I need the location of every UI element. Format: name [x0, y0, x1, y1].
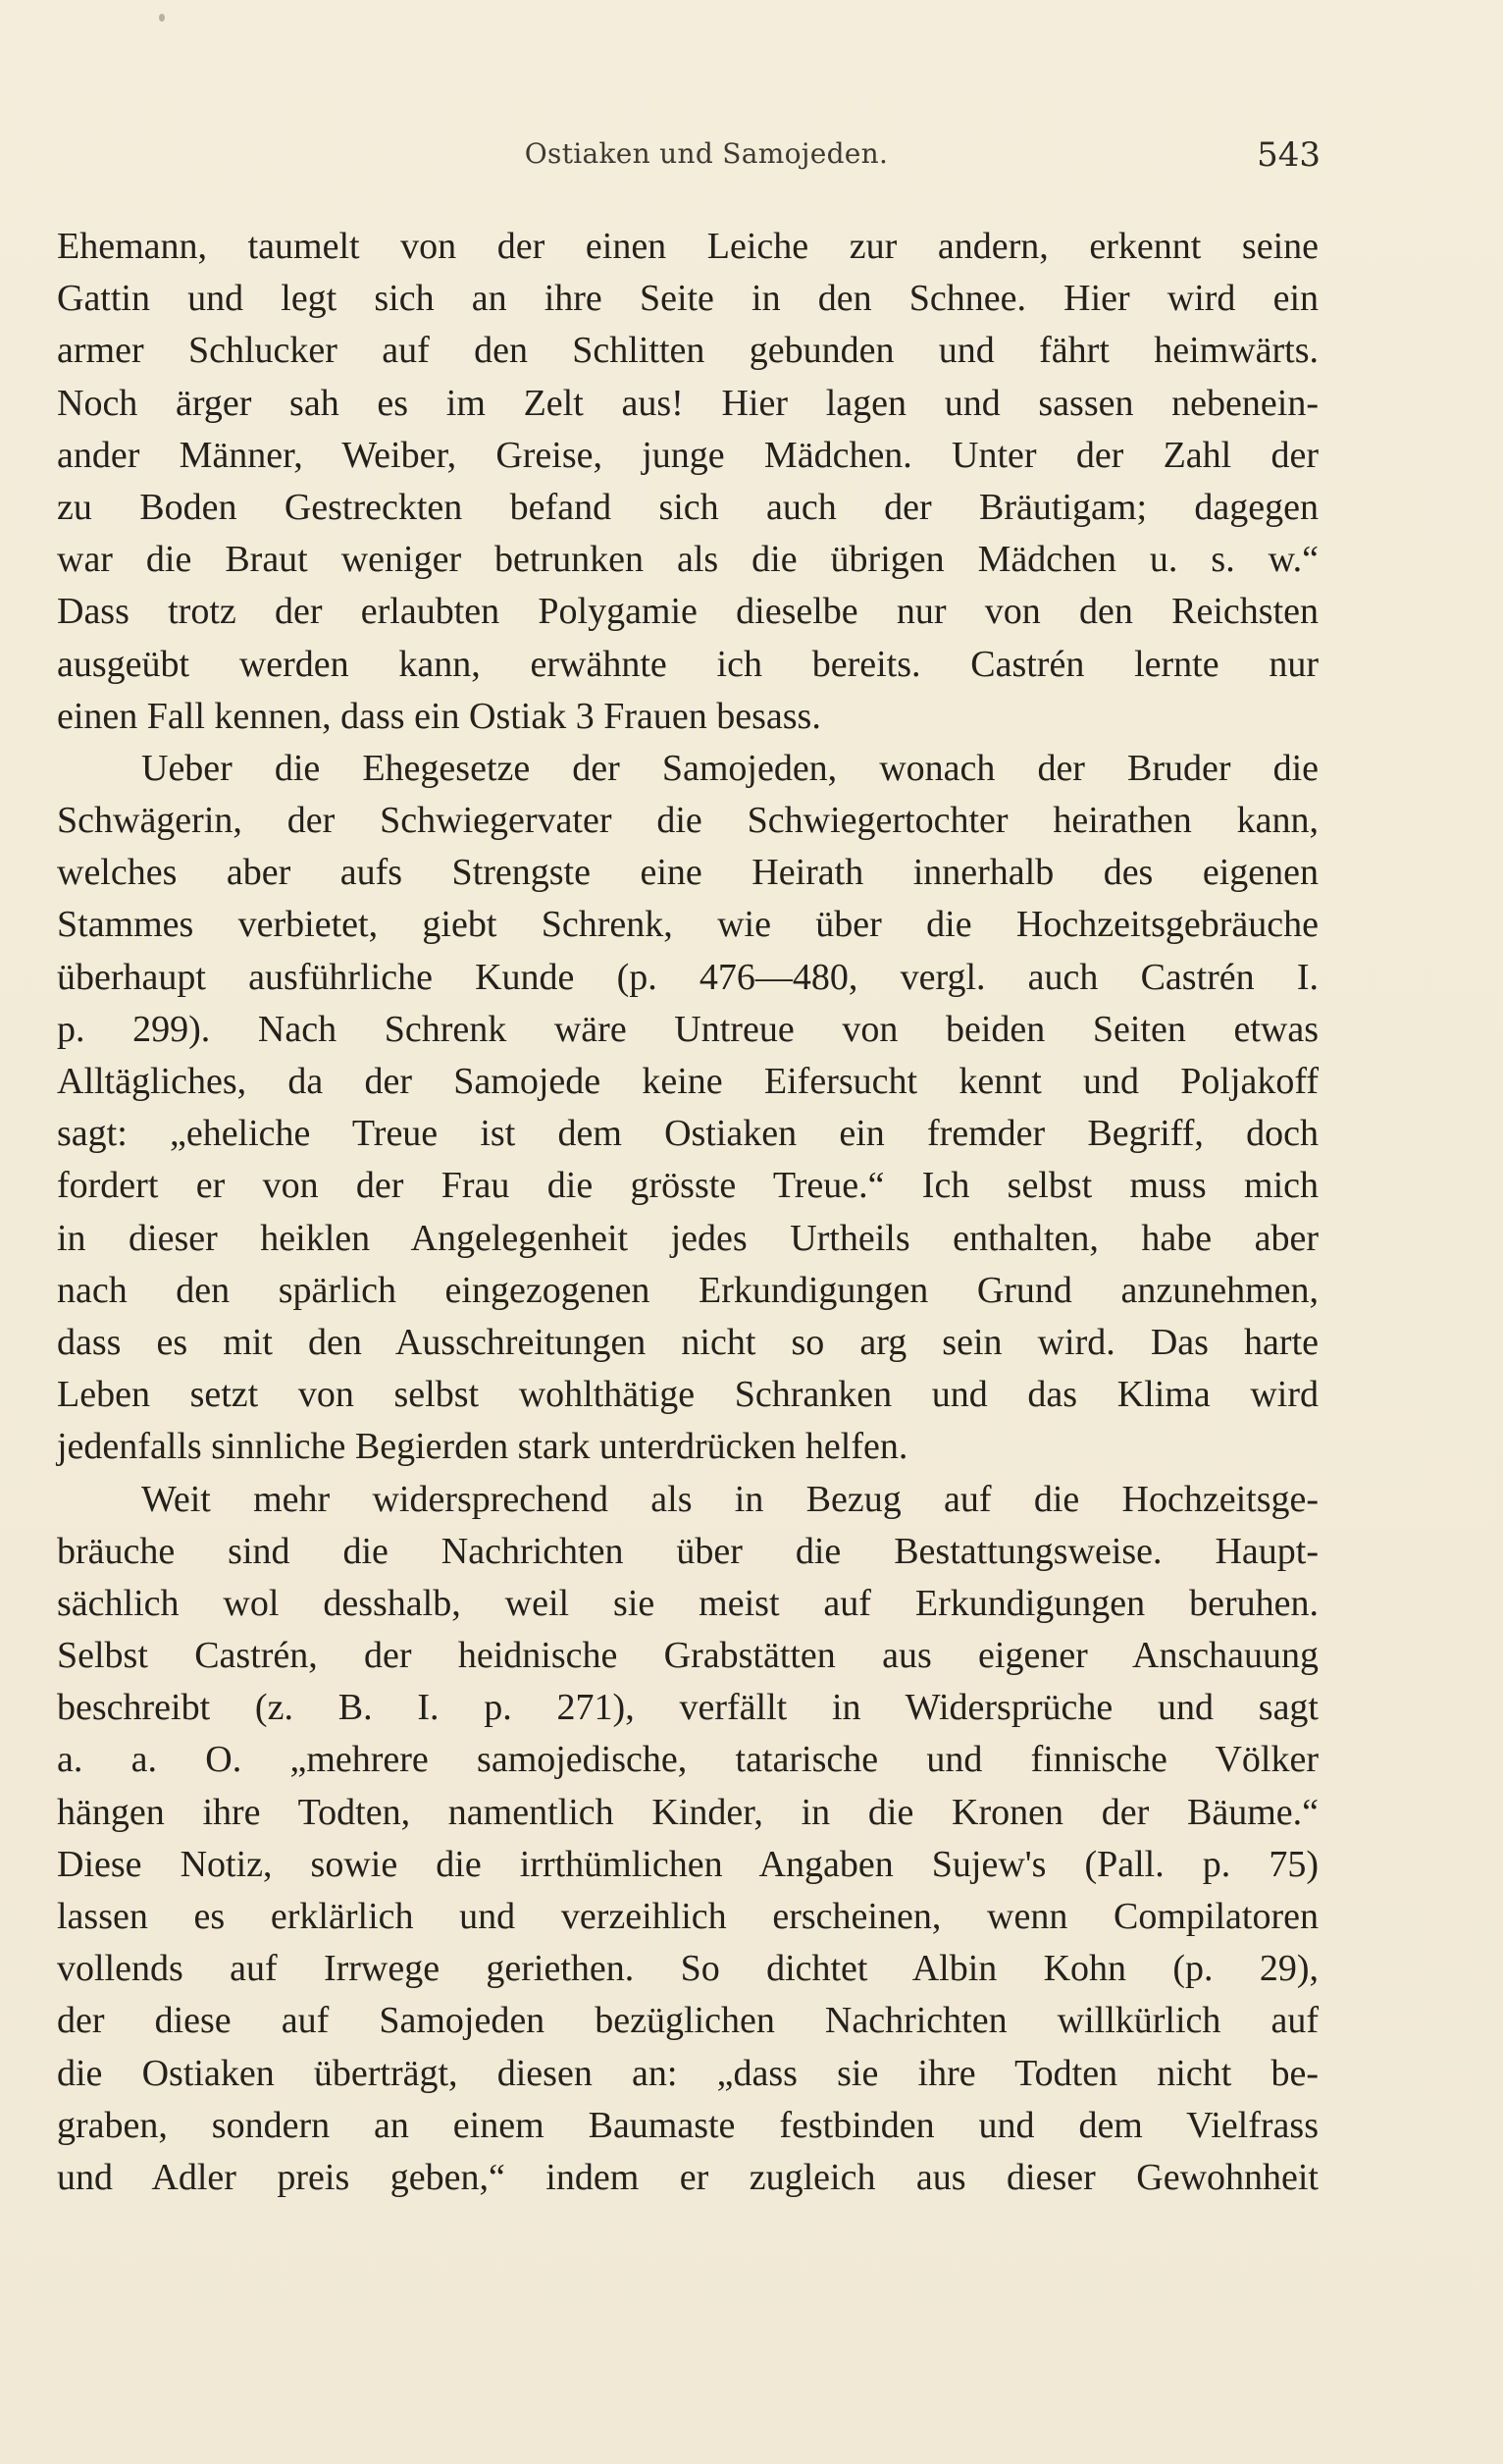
text-line: in dieser heiklen Angelegenheit jedes Urtheils enthalten, habe aber — [57, 1217, 1319, 1259]
paper-speck — [159, 14, 165, 22]
text-line: fordert er von der Frau die grösste Treue.“ Ich selbst muss mich — [57, 1165, 1319, 1207]
text-line: Schwägerin, der Schwiegervater die Schwiegertochter heirathen kann, — [57, 800, 1319, 842]
text-line: ausgeübt werden kann, erwähnte ich bereits. Castrén lernte nur — [57, 643, 1319, 685]
text-line: welches aber aufs Strengste eine Heirath innerhalb des eigenen — [57, 852, 1319, 894]
text-line: Selbst Castrén, der heidnische Grabstätten aus eigener Anschauung — [57, 1635, 1319, 1677]
text-line: lassen es erklärlich und verzeihlich erscheinen, wenn Compilatoren — [57, 1896, 1319, 1937]
text-line: beschreibt (z. B. I. p. 271), verfällt in Widersprüche und sagt — [57, 1687, 1319, 1729]
text-line: graben, sondern an einem Baumaste festbinden und dem Vielfrass — [57, 2104, 1319, 2146]
page-header — [0, 137, 1503, 177]
text-line: hängen ihre Todten, namentlich Kinder, in die Kronen der Bäume.“ — [57, 1791, 1319, 1833]
text-line: zu Boden Gestreckten befand sich auch der Bräutigam; dagegen — [57, 486, 1319, 528]
text-line: vollends auf Irrwege geriethen. So dichtet Albin Kohn (p. 29), — [57, 1948, 1319, 1990]
running-title: Ostiaken und Samojeden. — [524, 137, 889, 170]
text-line: einen Fall kennen, dass ein Ostiak 3 Frauen besass. — [57, 695, 821, 737]
text-line: Ueber die Ehegesetze der Samojeden, wonach der Bruder die — [141, 747, 1319, 789]
text-line: armer Schlucker auf den Schlitten gebunden und fährt heimwärts. — [57, 330, 1319, 372]
text-line: Noch ärger sah es im Zelt aus! Hier lagen und sassen nebenein- — [57, 382, 1319, 424]
text-line: der diese auf Samojeden bezüglichen Nachrichten willkürlich auf — [57, 2000, 1319, 2042]
text-line: überhaupt ausführliche Kunde (p. 476—480, vergl. auch Castrén I. — [57, 956, 1319, 998]
text-line: Gattin und legt sich an ihre Seite in den Schnee. Hier wird ein — [57, 278, 1319, 320]
body-text — [57, 221, 1319, 2204]
text-line: sächlich wol desshalb, weil sie meist auf Erkundigungen beruhen. — [57, 1582, 1319, 1624]
text-line: Dass trotz der erlaubten Polygamie dieselbe nur von den Reichsten — [57, 591, 1319, 633]
text-line: Leben setzt von selbst wohlthätige Schranken und das Klima wird — [57, 1374, 1319, 1416]
text-line: bräuche sind die Nachrichten über die Bestattungsweise. Haupt- — [57, 1530, 1319, 1572]
text-line: ander Männer, Weiber, Greise, junge Mädchen. Unter der Zahl der — [57, 434, 1319, 476]
page-number: 543 — [1257, 135, 1321, 175]
text-line: Ehemann, taumelt von der einen Leiche zur andern, erkennt seine — [57, 226, 1319, 267]
text-line: dass es mit den Ausschreitungen nicht so arg sein wird. Das harte — [57, 1321, 1319, 1363]
text-line: Alltägliches, da der Samojede keine Eifersucht kennt und Poljakoff — [57, 1061, 1319, 1102]
text-line: die Ostiaken überträgt, diesen an: „dass sie ihre Todten nicht be- — [57, 2052, 1319, 2094]
text-line: Diese Notiz, sowie die irrthümlichen Angaben Sujew's (Pall. p. 75) — [57, 1843, 1319, 1885]
text-line: war die Braut weniger betrunken als die übrigen Mädchen u. s. w.“ — [57, 539, 1319, 581]
text-line: a. a. O. „mehrere samojedische, tatarische und finnische Völker — [57, 1739, 1319, 1781]
text-line: nach den spärlich eingezogenen Erkundigungen Grund anzunehmen, — [57, 1269, 1319, 1311]
text-line: Weit mehr widersprechend als in Bezug auf die Hochzeitsge- — [141, 1478, 1319, 1520]
text-line: sagt: „eheliche Treue ist dem Ostiaken ein fremder Begriff, doch — [57, 1113, 1319, 1155]
text-line: und Adler preis geben,“ indem er zugleich aus dieser Gewohnheit — [57, 2156, 1319, 2198]
text-line: Stammes verbietet, giebt Schrenk, wie über die Hochzeitsgebräuche — [57, 904, 1319, 946]
text-line: p. 299). Nach Schrenk wäre Untreue von beiden Seiten etwas — [57, 1008, 1319, 1050]
text-line: jedenfalls sinnliche Begierden stark unterdrücken helfen. — [57, 1426, 908, 1468]
